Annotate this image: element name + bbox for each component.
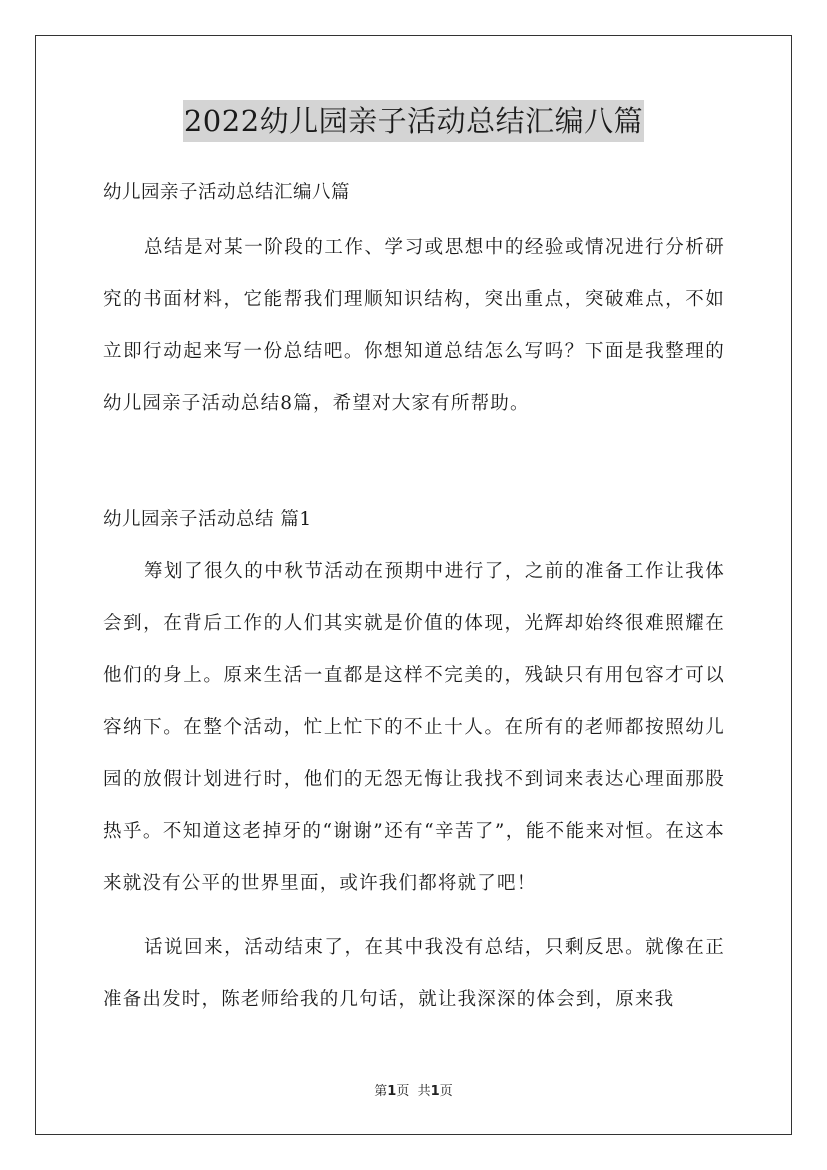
section-paragraph-2: 话说回来，活动结束了，在其中我没有总结，只剩反思。就像在正准备出发时，陈老师给我的几句话，就让我深深的体会到，原来我 bbox=[103, 937, 725, 1010]
page-footer bbox=[0, 1084, 827, 1100]
footer-total-suffix: 页 bbox=[439, 1084, 453, 1099]
section-heading: 幼儿园亲子活动总结 篇1 bbox=[103, 509, 312, 530]
section-paragraph-1: 筹划了很久的中秋节活动在预期中进行了，之前的准备工作让我体会到，在背后工作的人们其实就是价值的体现，光辉却始终很难照耀在他们的身上。原来生活一直都是这样不完美的，残缺只有用包容才可以容纳下。在整个活动，忙上忙下的不止十人。在所有的老师都按照幼儿园的放假计划进行时，他们的无怨无悔让我找不到词来表达心理面那股热乎。不知道这老掉牙的“谢谢”还有“辛苦了”，能不能来对恒。在这本来就没有公平的世界里面，或许我们都将就了吧！ bbox=[103, 561, 725, 894]
document-subtitle: 幼儿园亲子活动总结汇编八篇 bbox=[103, 182, 351, 203]
intro-paragraph: 总结是对某一阶段的工作、学习或思想中的经验或情况进行分析研究的书面材料，它能帮我们理顺知识结构，突出重点，突破难点，不如立即行动起来写一份总结吧。你想知道总结怎么写吗？下面是我整理的幼儿园亲子活动总结8篇，希望对大家有所帮助。 bbox=[103, 237, 725, 414]
footer-page-suffix: 页 bbox=[396, 1084, 410, 1099]
footer-page-number: 1 bbox=[387, 1084, 397, 1099]
footer-total-prefix: 共 bbox=[417, 1084, 431, 1099]
footer-page-prefix: 第 bbox=[374, 1084, 388, 1099]
document-title-text: 2022幼儿园亲子活动总结汇编八篇 bbox=[183, 100, 644, 142]
document-title bbox=[0, 100, 827, 142]
footer-total-pages: 1 bbox=[430, 1084, 440, 1099]
